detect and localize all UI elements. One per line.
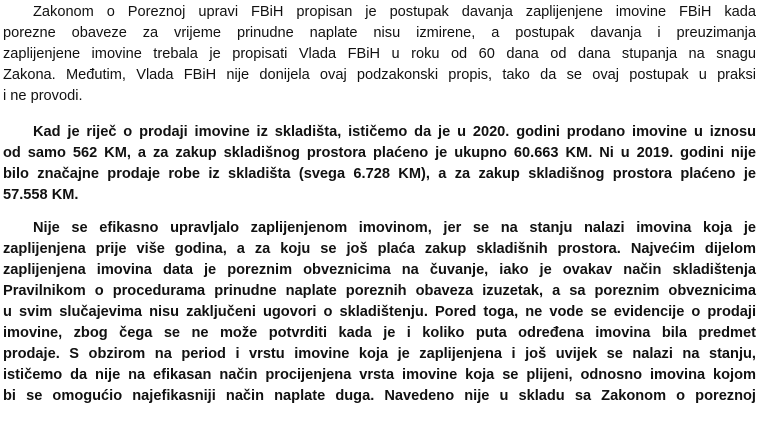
text-line: Zakona. Međutim, Vlada FBiH nije donijela ovaj podzakonski propis, tako da se ovaj postupak u praksi — [3, 67, 756, 83]
text-line: u svim slučajevima nisu zaključeni ugovori o skladištenju. Pored toga, ne vode se evidencije o prodaji — [3, 304, 756, 320]
text-line: i ne provodi. — [3, 88, 83, 104]
text-line: imovine, zbog čega se ne može potvrditi kada je i koliko puta određena imovina bila predmet — [3, 325, 756, 341]
text-line: zaplijenjena prije više godina, a za koju se još plaća zakup skladišnih prostora. Najvećim dijelom — [3, 241, 756, 257]
paragraph-1 — [0, 2, 758, 107]
text-line: prodaje. S obzirom na period i vrstu imovine koja je zaplijenjena i još uvijek se nalazi na stanju, — [3, 346, 756, 362]
text-line: od samo 562 KM, a za zakup skladišnog prostora plaćeno je ukupno 60.663 KM. Ni u 2019. godini nije — [3, 145, 756, 161]
text-line: Zakonom o Poreznoj upravi FBiH propisan je postupak davanja zaplijenjene imovine FBiH kada — [33, 4, 756, 20]
paragraph-3 — [0, 218, 758, 407]
text-line: zaplijenjena imovina data je poreznim obveznicima na čuvanje, iako je ovakav način skladištenja — [3, 262, 756, 278]
text-line: bilo značajne prodaje robe iz skladišta (svega 6.728 KM), a za zakup skladišnog prostora plaćeno je — [3, 166, 756, 182]
text-line: zaplijenjene imovine trebala je propisati Vlada FBiH u roku od 60 dana od dana stupanja na snagu — [3, 46, 756, 62]
text-line: Nije se efikasno upravljalo zaplijenjenom imovinom, jer se na stanju nalazi imovina koja je — [33, 220, 756, 236]
text-line: Kad je riječ o prodaji imovine iz skladišta, ističemo da je u 2020. godini prodano imovine u iznosu — [33, 124, 756, 140]
text-line: 57.558 KM. — [3, 187, 79, 203]
text-line: Pravilnikom o procedurama prinudne naplate poreznih obaveza izuzetak, a sa poreznim obveznicima — [3, 283, 756, 299]
text-line: porezne obaveze za vrijeme prinudne naplate nisu izmirene, a postupak davanja i preuzimanja — [3, 25, 756, 41]
text-line: bi se omogućio najefikasniji način naplate duga. Navedeno nije u skladu sa Zakonom o poreznoj — [3, 388, 756, 404]
text-line: ističemo da nije na efikasan način procijenjena vrsta imovine koja se plijeni, odnosno imovina kojom — [3, 367, 756, 383]
paragraph-2 — [0, 122, 758, 206]
